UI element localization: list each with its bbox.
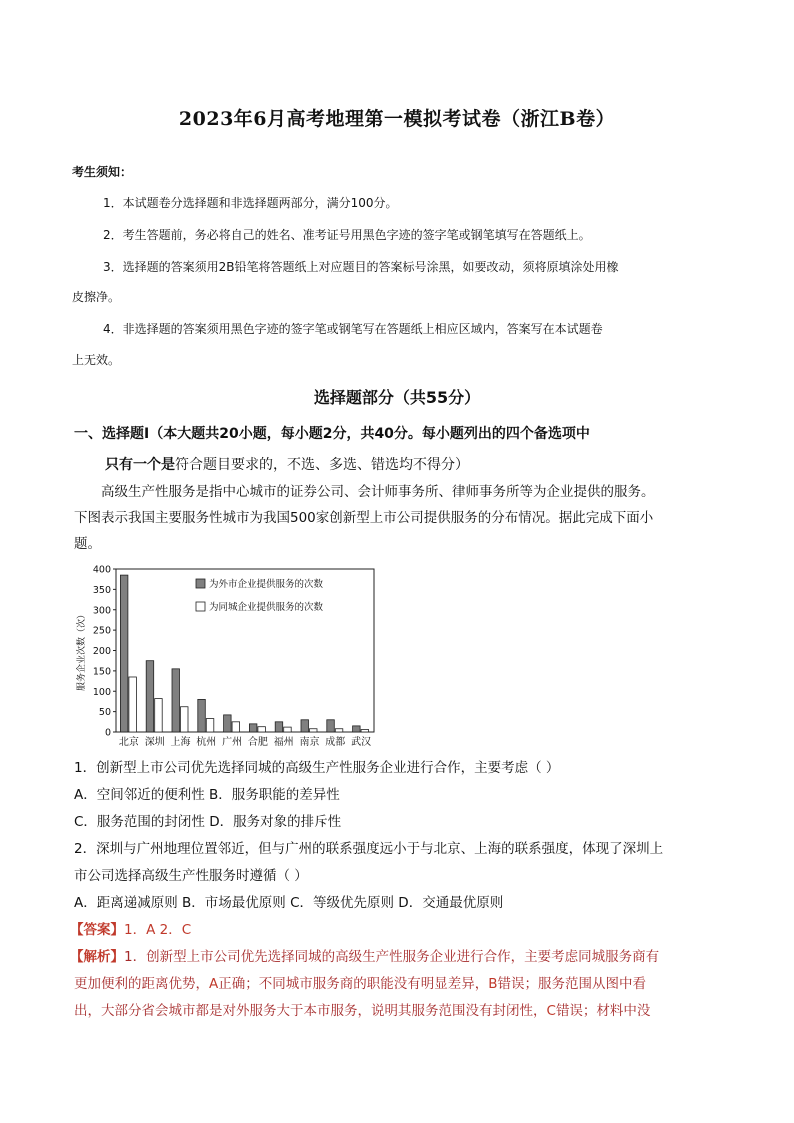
analysis-text-2e: 错误；服务范围从图中看 (497, 976, 647, 992)
bar-outside (301, 720, 309, 732)
part1-heading (74, 423, 590, 445)
bar-outside (353, 726, 361, 732)
bar-samecity (129, 677, 137, 732)
bar-outside (224, 715, 232, 732)
y-axis-label: 服务企业次数（次） (77, 609, 87, 692)
bar-outside (327, 720, 335, 732)
bar-outside (198, 699, 206, 732)
bar-outside (120, 575, 128, 732)
analysis-text-1: 1．创新型上市公司优先选择同城的高级生产性服务企业进行合作，主要考虑同城服务商有 (124, 949, 660, 965)
bar-samecity (361, 730, 369, 732)
analysis-text-3a: 出，大部分省会城市都是对外服务大于本市服务，说明其服务范围没有封闭性， (74, 1003, 547, 1019)
legend-swatch (196, 602, 205, 611)
bar-samecity (335, 729, 343, 732)
x-tick-label: 北京 (118, 737, 139, 748)
intro-line-1: 高级生产性服务是指中心城市的证券公司、会计师事务所、律师事务所等为企业提供的服务。 (101, 484, 655, 500)
question-1-options-ab: A．空间邻近的便利性 B．服务职能的差异性 (74, 787, 340, 803)
section-title: 选择题部分（共55分） (313, 388, 481, 407)
bar-outside (146, 661, 154, 732)
part1-heading-c: 只有一个是 (105, 457, 175, 473)
analysis-text-2c: 正确；不同城市服务商的职能没有明显差异， (218, 976, 489, 992)
notice-item-2: 2．考生答题前，务必将自己的姓名、准考证号用黑色字迹的签字笔或钢笔填写在答题纸上。 (103, 228, 591, 242)
bar-outside (172, 669, 180, 732)
question-2-stem-cont: 市公司选择高级生产性服务时遵循（ ） (74, 868, 308, 884)
analysis-line-3 (74, 1001, 650, 1021)
analysis-text-2b: A (209, 976, 219, 992)
x-tick-label: 福州 (273, 737, 294, 748)
x-tick-label: 深圳 (144, 737, 165, 748)
bar-outside (249, 724, 257, 732)
page-title: 2023年6月高考地理第一模拟考试卷（浙江B卷） (178, 108, 616, 130)
part1-heading-a: 一、选择题Ⅰ（ (74, 426, 164, 442)
analysis-label: 【解析】 (70, 949, 124, 965)
bar-chart (72, 560, 382, 755)
question-1-stem: 1．创新型上市公司优先选择同城的高级生产性服务企业进行合作，主要考虑（ ） (74, 760, 560, 776)
intro-line-2: 下图表示我国主要服务性城市为我国500家创新型上市公司提供服务的分布情况。据此完成下面小 (74, 510, 654, 526)
x-tick-label: 上海 (170, 737, 191, 748)
x-tick-label: 杭州 (196, 737, 217, 748)
notice-heading: 考生须知： (72, 165, 133, 179)
bar-samecity (284, 727, 292, 732)
question-2-options: A．距离递减原则 B．市场最优原则 C．等级优先原则 D．交通最优原则 (74, 895, 504, 911)
notice-item-3: 3．选择题的答案须用2B铅笔将答题纸上对应题目的答案标号涂黑，如要改动，须将原填涂处用橡 (103, 260, 619, 274)
answer-label: 【答案】 (70, 922, 124, 938)
x-tick-label: 成都 (325, 737, 346, 748)
part1-heading-cont (105, 454, 469, 476)
answer-text: 1．A 2．C (124, 922, 192, 938)
legend-label: 为同城企业提供服务的次数 (209, 602, 324, 613)
y-tick-label: 300 (92, 605, 111, 617)
analysis-line-2 (74, 974, 646, 994)
x-tick-label: 武汉 (351, 737, 372, 748)
x-tick-label: 广州 (222, 737, 243, 748)
bar-outside (275, 722, 283, 732)
notice-item-4-cont: 上无效。 (72, 353, 121, 367)
part1-heading-d: 符合题目要求的，不选、多选、错选均不得分） (175, 457, 469, 473)
x-tick-label: 南京 (299, 737, 320, 748)
legend-label: 为外市企业提供服务的次数 (209, 579, 324, 590)
y-tick-label: 200 (92, 646, 111, 657)
analysis-line-1 (70, 947, 659, 967)
bar-samecity (232, 722, 240, 732)
bar-samecity (206, 719, 214, 732)
y-tick-label: 50 (98, 707, 111, 719)
bar-samecity (155, 699, 163, 732)
y-tick-label: 350 (92, 584, 111, 596)
analysis-text-2a: 更加便利的距离优势， (74, 976, 209, 992)
analysis-text-3b: C (546, 1003, 556, 1019)
bar-samecity (258, 727, 266, 732)
y-tick-label: 150 (92, 666, 111, 678)
bar-samecity (181, 707, 189, 732)
notice-item-3-cont: 皮擦净。 (72, 290, 121, 304)
x-tick-label: 合肥 (247, 737, 268, 748)
notice-item-1: 1．本试题卷分选择题和非选择题两部分，满分100分。 (103, 196, 398, 210)
notice-item-4: 4．非选择题的答案须用黑色字迹的签字笔或钢笔写在答题纸上相应区域内，答案写在本试题卷 (103, 322, 603, 336)
question-2-stem: 2．深圳与广州地理位置邻近，但与广州的联系强度远小于与北京、上海的联系强度，体现了深圳上 (74, 841, 664, 857)
y-tick-label: 100 (92, 686, 111, 698)
answer (70, 920, 191, 940)
y-tick-label: 250 (92, 625, 111, 637)
analysis-text-2d: B (488, 976, 498, 992)
intro-line-3: 题。 (74, 536, 101, 552)
question-1-options-cd: C．服务范围的封闭性 D．服务对象的排斥性 (74, 814, 342, 830)
legend-swatch (196, 579, 205, 588)
analysis-text-3c: 错误；材料中没 (555, 1003, 651, 1019)
y-tick-label: 0 (104, 727, 111, 739)
bar-samecity (310, 729, 318, 732)
part1-heading-b: 本大题共20小题，每小题2分，共40分。每小题列出的四个备选项中 (163, 426, 590, 442)
y-tick-label: 400 (92, 564, 111, 576)
